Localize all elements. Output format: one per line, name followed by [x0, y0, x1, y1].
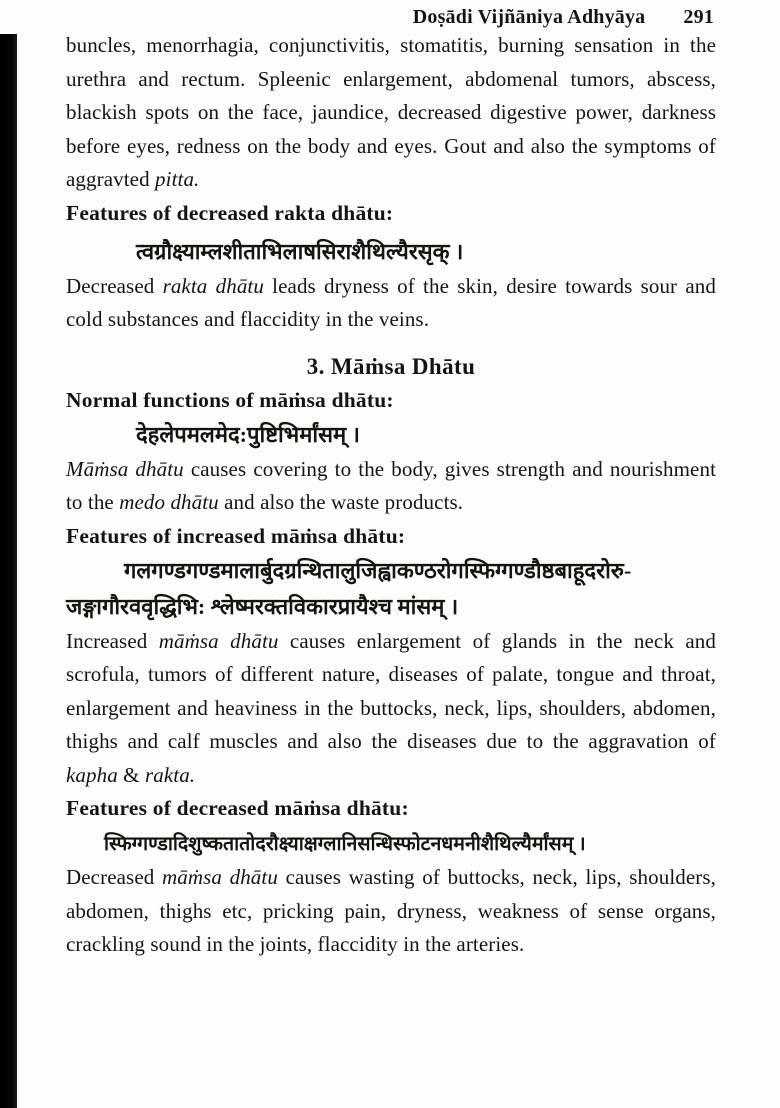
sanskrit-shloka-increased-mamsa-line2: जङ्गागौरववृद्धिभि: श्लेष्मरक्तविकारप्रायैश्च मांसम् । [66, 593, 459, 619]
chapter-title: Doṣādi Vijñāniya Adhyāya [412, 6, 646, 28]
paragraph-increased-mamsa [66, 625, 716, 793]
sanskrit-shloka-increased-mamsa [66, 553, 716, 625]
text-run: and also the waste products. [218, 490, 464, 514]
paragraph-decreased-rakta [66, 270, 716, 337]
text-run: Māṁsa dhātu [66, 456, 184, 481]
heading-decreased-rakta: Features of decreased rakta dhātu: [66, 200, 394, 225]
text-run: Decreased [66, 865, 162, 889]
text-run: causes wasting of buttocks, neck, lips, shoulders, abdomen, thighs etc, pricking pain, dryness, weakness of sense organs, crackling sound in the joints, flaccidity in the arteries. [66, 865, 716, 956]
heading-normal-functions-mamsa: Normal functions of māṁsa dhātu: [66, 387, 394, 412]
text-run: causes covering to the body, gives strength and nourishment to the [66, 456, 716, 514]
sanskrit-shloka-decreased-mamsa: स्फिग्गण्डादिशुष्कतातोदरौक्ष्याक्षग्लानिसन्धिस्फोटनधमनीशैथिल्यैर्मांसम् । [104, 834, 586, 855]
running-header [66, 6, 716, 29]
text-run: rakta dhātu [162, 273, 264, 298]
sanskrit-shloka-increased-mamsa-line1: गलगण्डगण्डमालार्बुदग्रन्थितालुजिह्वाकण्ठरोगस्फिग्गण्डौष्ठबाहूदरोरु- [124, 557, 632, 583]
text-run: māṁsa dhātu [158, 628, 279, 653]
paragraph-decreased-mamsa [66, 861, 716, 962]
page-number: 291 [683, 6, 714, 28]
text-run: māṁsa dhātu [161, 865, 278, 889]
heading-increased-mamsa: Features of increased māṁsa dhātu: [66, 523, 406, 548]
text-run: leads dryness of the skin, desire towards sour and cold substances and flaccidity in the veins. [66, 273, 716, 331]
text-run: kapha [66, 762, 118, 787]
text-run: rakta. [144, 762, 196, 787]
text-run: pitta. [155, 167, 200, 191]
sanskrit-shloka-normal-mamsa: देहलेपमलमेद:पुष्टिभिर्मांसम् । [136, 421, 360, 447]
heading-decreased-mamsa: Features of decreased māṁsa dhātu: [66, 796, 409, 820]
paragraph-normal-mamsa [66, 453, 716, 520]
text-run: Decreased [66, 273, 163, 298]
text-run: & [117, 762, 145, 787]
text-run: Increased [66, 628, 159, 653]
paragraph-intro-symptoms [66, 29, 716, 197]
text-run: medo dhātu [119, 490, 219, 514]
heading-mamsa-dhatu-section: 3. Māṁsa Dhātu [306, 353, 476, 379]
text-run: buncles, menorrhagia, conjunctivitis, stomatitis, burning sensation in the urethra and rectum. Spleenic enlargement, abdomenal tumors, abscess, blackish spots on the face, jaundice, decreased digestive power, darkness before eyes, redness on the body and eyes. Gout and also the symptoms of aggravted [66, 33, 716, 191]
sanskrit-shloka-decreased-rakta: त्वग्रौक्ष्याम्लशीताभिलाषसिराशैथिल्यैरसृक् । [136, 238, 464, 264]
text-run: causes enlargement of glands in the neck and scrofula, tumors of different nature, diseases of palate, tongue and throat, enlargement and heaviness in the buttocks, neck, lips, shoulders, abdomen, thighs and calf muscles and also the diseases due to the aggravation of [66, 628, 716, 753]
